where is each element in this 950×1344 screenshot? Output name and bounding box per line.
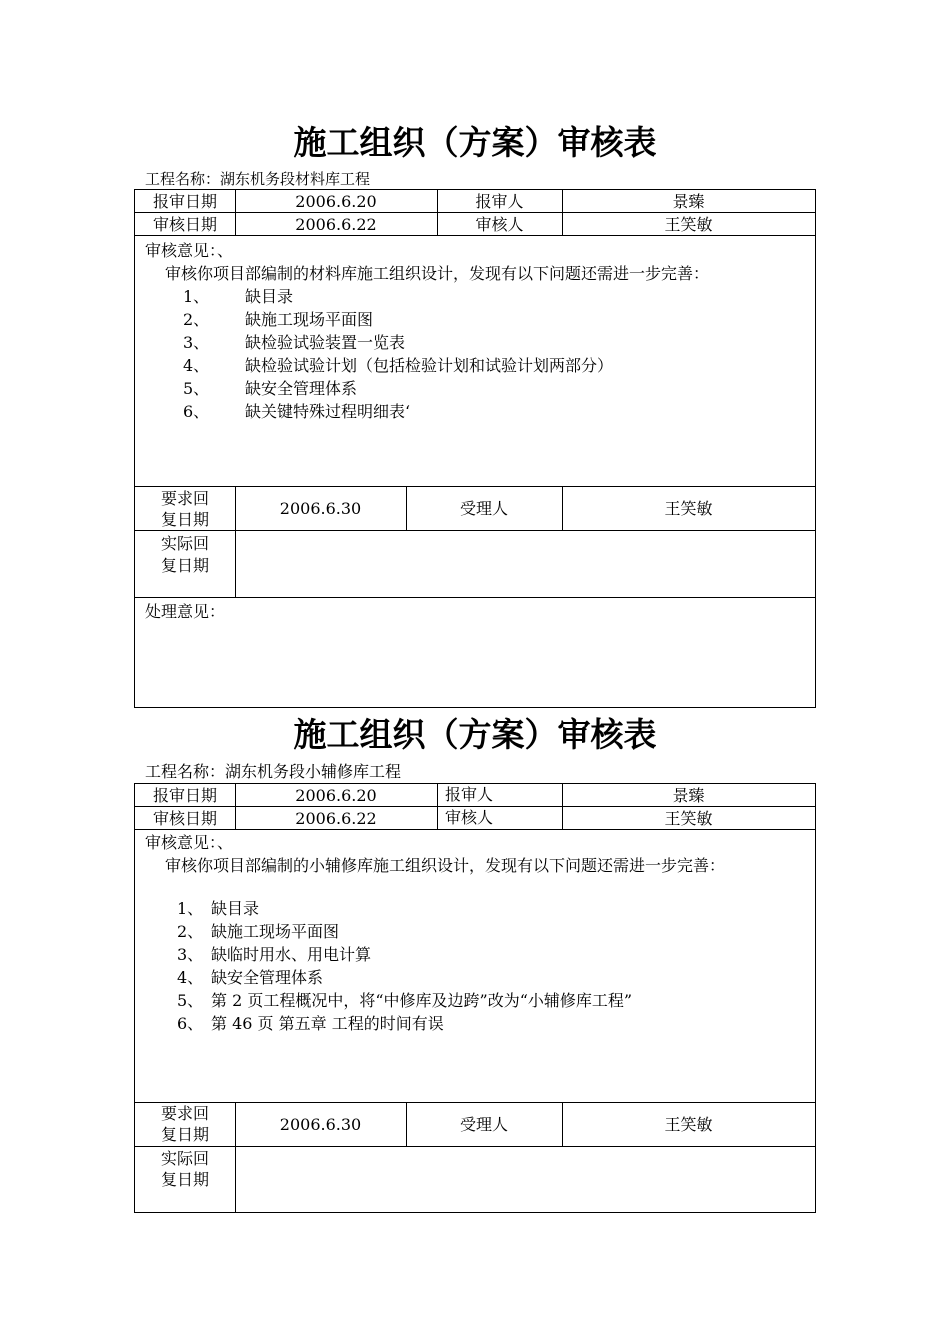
form-2-item-4-text: 缺安全管理体系 (211, 968, 324, 987)
form-1-reviewer-label: 审核人 (475, 215, 524, 234)
form-2-submitter-label: 报审人 (445, 785, 494, 804)
form-1-submit-date-label: 报审日期 (152, 192, 217, 211)
form-1-item-6-num: 6、 (183, 402, 210, 421)
form-1-reviewer: 王笑敏 (664, 215, 713, 234)
form-2-project-name: 工程名称：湖东机务段小辅修库工程 (145, 762, 402, 781)
form-2-submit-date: 2006.6.20 (295, 786, 377, 805)
form-1-actual-reply-label-2: 复日期 (160, 556, 209, 575)
form-2-item-4-num: 4、 (177, 968, 204, 987)
form-2-item-5-num: 5、 (177, 991, 204, 1010)
form-1-item-3-num: 3、 (183, 333, 210, 352)
form-1-item-1-text: 缺目录 (245, 287, 294, 306)
form-1-item-3-text: 缺检验试验装置一览表 (245, 333, 406, 352)
form-1-table (134, 189, 816, 708)
form-1-handling-heading: 处理意见： (145, 602, 226, 621)
form-1-item-1-num: 1、 (183, 287, 210, 306)
form-1-item-4-text: 缺检验试验计划（包括检验计划和试验计划两部分） (245, 356, 614, 375)
form-2-review-date: 2006.6.22 (295, 809, 377, 828)
form-2-opinion-intro: 审核你项目部编制的小辅修库施工组织设计，发现有以下问题还需进一步完善： (165, 856, 726, 875)
form-1-review-date: 2006.6.22 (295, 215, 377, 234)
form-2-submitter: 景臻 (672, 786, 705, 805)
form-2-title: 施工组织（方案）审核表 (293, 715, 657, 754)
form-2-item-2-text: 缺施工现场平面图 (211, 922, 340, 941)
form-2-table (134, 783, 816, 1213)
form-2-submit-date-label: 报审日期 (152, 786, 217, 805)
form-1-actual-reply-label-1: 实际回 (160, 534, 209, 553)
form-2-required-reply-label-2: 复日期 (160, 1125, 209, 1144)
form-1-submit-date: 2006.6.20 (295, 192, 377, 211)
form-2-opinion-heading: 审核意见：、 (145, 833, 234, 852)
form-1-required-reply-label-2: 复日期 (160, 510, 209, 529)
form-1-review-date-label: 审核日期 (152, 215, 217, 234)
form-2-item-3-text: 缺临时用水、用电计算 (211, 945, 372, 964)
form-2-item-2-num: 2、 (177, 922, 204, 941)
form-1-item-6-text: 缺关键特殊过程明细表‘ (245, 402, 411, 421)
form-2-handler-label: 受理人 (459, 1115, 508, 1134)
form-1-submitter: 景臻 (672, 192, 705, 211)
form-1-required-reply-label-1: 要求回 (160, 489, 209, 508)
form-1-item-4-num: 4、 (183, 356, 210, 375)
form-2-reviewer: 王笑敏 (664, 809, 713, 828)
form-2-item-6-num: 6、 (177, 1014, 204, 1033)
form-2-actual-reply-label-1: 实际回 (160, 1149, 209, 1168)
form-2-item-6-text: 第 46 页 第五章 工程的时间有误 (211, 1014, 444, 1033)
form-1-item-5-text: 缺安全管理体系 (245, 379, 358, 398)
form-2-handler: 王笑敏 (664, 1115, 713, 1134)
form-1-item-5-num: 5、 (183, 379, 210, 398)
form-2-required-reply-date: 2006.6.30 (279, 1115, 362, 1134)
form-1-opinion-heading: 审核意见：、 (145, 241, 234, 260)
form-2-item-5-text: 第 2 页工程概况中，将“中修库及边跨”改为“小辅修库工程” (211, 991, 633, 1010)
form-2-required-reply-label-1: 要求回 (160, 1104, 209, 1123)
form-2-item-3-num: 3、 (177, 945, 204, 964)
form-2-reviewer-label: 审核人 (445, 808, 494, 827)
form-1-opinion-intro: 审核你项目部编制的材料库施工组织设计，发现有以下问题还需进一步完善： (165, 264, 710, 283)
form-1-submitter-label: 报审人 (475, 192, 524, 211)
form-2-actual-reply-label-2: 复日期 (160, 1170, 209, 1189)
form-1-item-2-text: 缺施工现场平面图 (245, 310, 374, 329)
form-1-project-name: 工程名称：湖东机务段材料库工程 (145, 170, 371, 188)
form-1-handler-label: 受理人 (459, 499, 508, 518)
form-1-title: 施工组织（方案）审核表 (293, 123, 657, 162)
form-2-review-date-label: 审核日期 (152, 809, 217, 828)
form-2-item-1-num: 1、 (177, 899, 204, 918)
form-1-required-reply-date: 2006.6.30 (279, 499, 362, 518)
form-1-handler: 王笑敏 (664, 499, 713, 518)
form-2-item-1-text: 缺目录 (211, 899, 260, 918)
form-1-item-2-num: 2、 (183, 310, 210, 329)
